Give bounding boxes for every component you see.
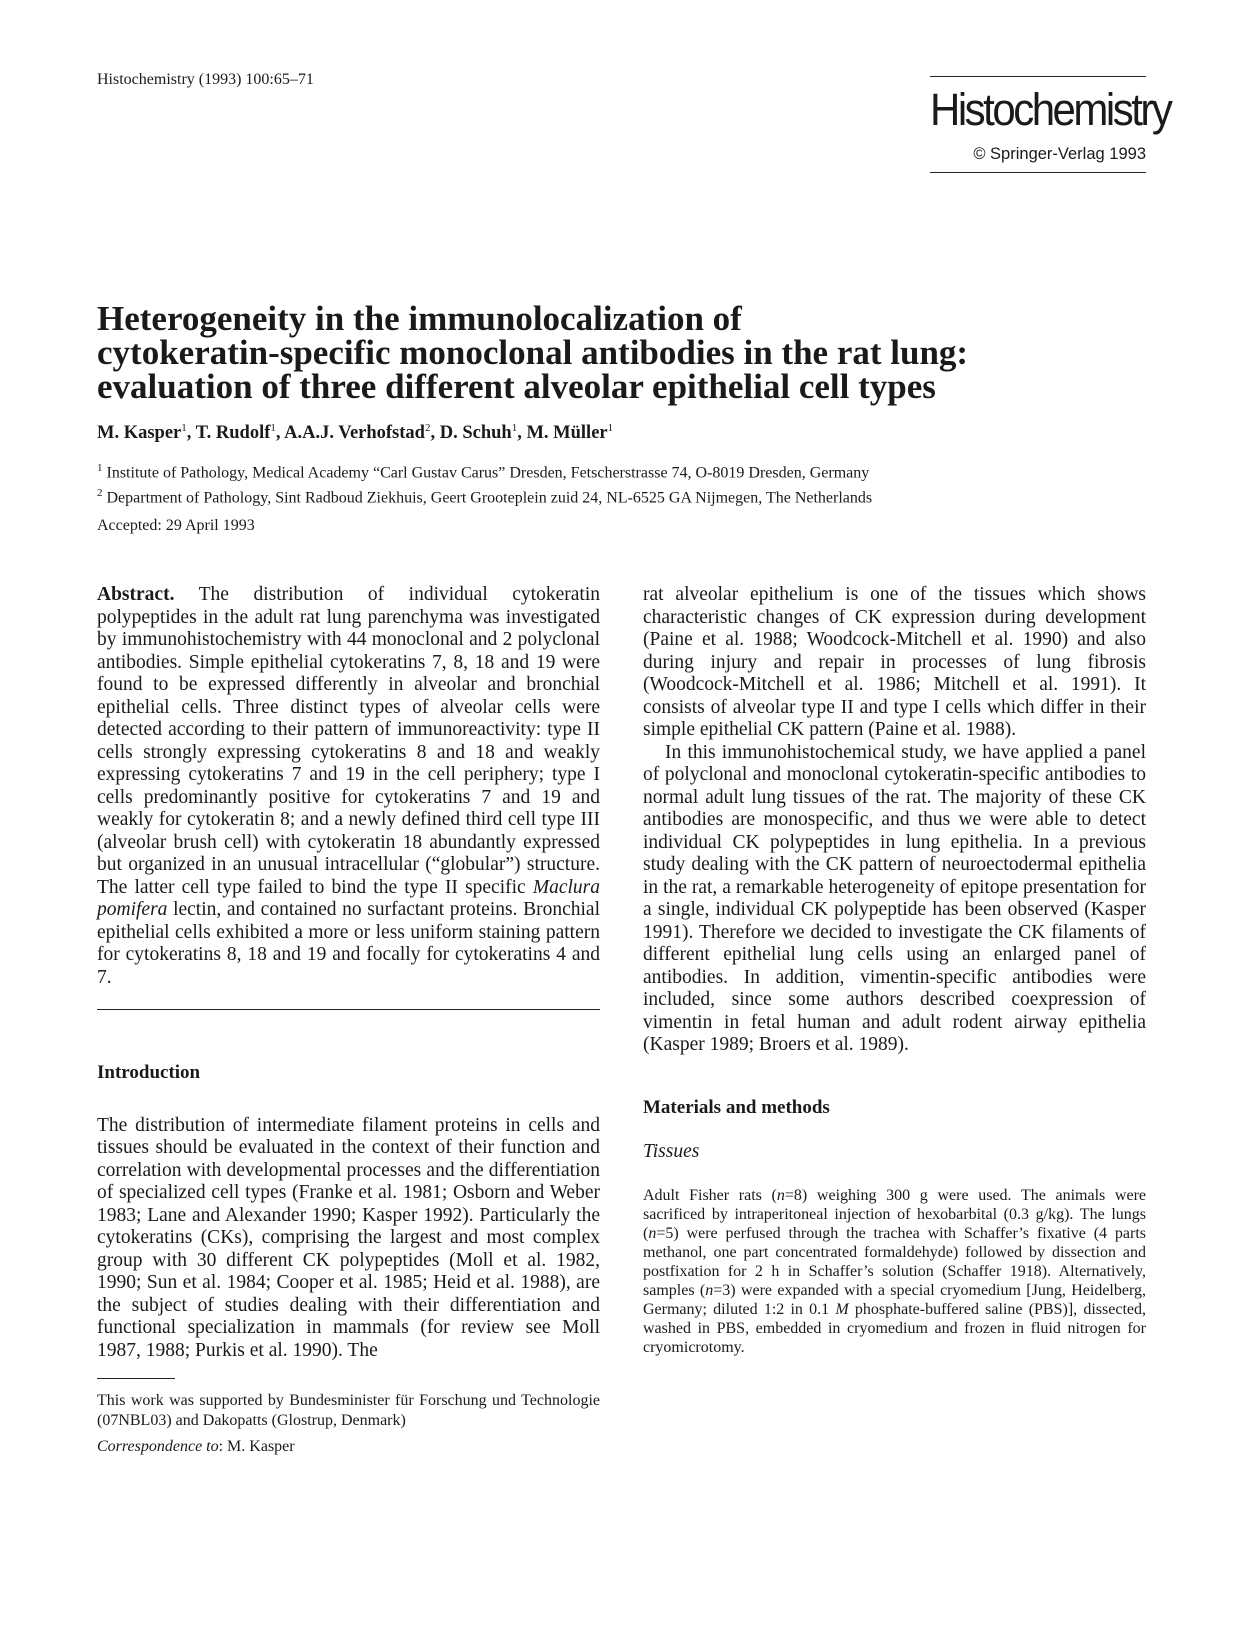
title-line: Heterogeneity in the immunolocalization of [97, 299, 742, 338]
tissues-text-part: =3) were expanded with a special cryomedium [Jung, Heidelberg, Germany; diluted 1:2 in 0.1 [643, 1281, 1147, 1318]
sample-size-symbol: n [776, 1186, 785, 1204]
journal-citation: Histochemistry (1993) 100:65–71 [97, 71, 314, 88]
author-name: T. Rudolf [195, 423, 271, 444]
molar-symbol: M [835, 1300, 849, 1318]
funding-footnote: This work was supported by Bundesminister für Forschung und Technologie (07NBL03) and Dakopatts (Glostrup, Denmark) [97, 1392, 600, 1429]
sample-size-symbol: n [648, 1224, 657, 1242]
tissues-text-part: phosphate-buffered saline (PBS)], dissected, washed in PBS, embedded in cryomedium and frozen in fluid nitrogen for cryomicrotomy. [643, 1300, 1146, 1356]
abstract [97, 584, 600, 989]
left-column [97, 584, 600, 1457]
copyright-notice: © Springer-Verlag 1993 [973, 145, 1146, 163]
affiliations [97, 458, 872, 509]
affiliation-mark: 2 [97, 487, 103, 500]
right-column [643, 584, 1146, 1357]
correspondence-label: Correspondence to [97, 1438, 219, 1455]
article-title [97, 299, 1157, 406]
affiliation-text: Institute of Pathology, Medical Academy “Carl Gustav Carus” Dresden, Fetscherstrasse 74, O-8019 Dresden, Germany [106, 464, 870, 482]
introduction-heading: Introduction [97, 1062, 201, 1083]
author-name: A.A.J. Verhofstad [284, 423, 425, 444]
abstract-divider [97, 1009, 600, 1010]
masthead-top-rule [930, 76, 1146, 77]
journal-name: Histochemistry [930, 83, 1171, 135]
introduction-text: The distribution of intermediate filament proteins in cells and tissues should be evaluated in the context of their function and correlation with developmental processes and the differentiation of specialized cell types (Franke et al. 1981; Osborn and Weber 1983; Lane and Alexander 1990; Kasper 1992). Particularly the cytokeratins (CKs), comprising the largest and most complex group with 30 different CK polypeptides (Moll et al. 1982, 1990; Sun et al. 1984; Cooper et al. 1985; Heid et al. 1988), are the subject of studies dealing with their differentiation and functional specialization in mammals (for review see Moll 1987, 1988; Purkis et al. 1990). The [97, 1114, 600, 1361]
methods-heading: Materials and methods [643, 1096, 830, 1118]
tissues-text [643, 1186, 1146, 1357]
abstract-text: The distribution of individual cytokeratin polypeptides in the adult rat lung parenchyma was investigated by immunohistochemistry with 44 monoclonal and 2 polyclonal antibodies. Simple epithelial cytokeratins 7, 8, 18 and 19 were found to be expressed differently in alveolar and bronchial epithelial cells. Three distinct types of alveolar cells were detected according to their pattern of immunoreactivity: type II cells strongly expressing cytokeratins 8 and 18 and weakly expressing cytokeratins 7 and 19 in the cell periphery; type I cells predominantly positive for cytokeratins 7 and 19 and weakly for cytokeratin 8; and a newly defined third cell type III (alveolar brush cell) with cytokeratin 18 abundantly expressed but organized in an unusual intracellular (“globular”) structure. The latter cell type failed to bind the type II specific [97, 584, 600, 898]
masthead-bottom-rule [930, 172, 1146, 173]
abstract-label: Abstract. [97, 584, 175, 605]
tissues-subheading: Tissues [643, 1141, 700, 1162]
author-affiliation-mark: 1 [511, 422, 518, 434]
affiliation [97, 458, 872, 483]
correspondence-name: : M. Kasper [218, 1438, 295, 1455]
author-name: M. Müller [526, 423, 608, 444]
author-affiliation-mark: 1 [181, 422, 187, 434]
intro-continued: rat alveolar epithelium is one of the tissues which shows characteristic changes of CK expression during development (Paine et al. 1988; Woodcock-Mitchell et al. 1990) and also during injury and repair in processes of lung fibrosis (Woodcock-Mitchell et al. 1986; Mitchell et al. 1991). It consists of alveolar type II and type I cells which differ in their simple epithelial CK pattern (Paine et al. 1988). [643, 584, 1146, 740]
author-affiliation-mark: 1 [270, 422, 276, 434]
correspondence-footnote [97, 1437, 600, 1457]
footnote-divider [97, 1378, 175, 1379]
affiliation-text: Department of Pathology, Sint Radboud Ziekhuis, Geert Grooteplein zuid 24, NL-6525 GA Nijmegen, The Netherlands [106, 489, 873, 507]
author-affiliation-mark: 1 [607, 422, 614, 434]
tissues-text-part: =5) were perfused through the trachea with Schaffer’s fixative (4 parts methanol, one part concentrated formaldehyde) followed by dissection and postfixation for 2 h in Schaffer’s solution (Schaffer 1918). Alternatively, samples ( [643, 1224, 1146, 1299]
title-line: evaluation of three different alveolar epithelial cell types [97, 367, 936, 406]
affiliation [97, 483, 872, 508]
title-line: cytokeratin-specific monoclonal antibodies in the rat lung: [97, 333, 969, 372]
accepted-date: Accepted: 29 April 1993 [97, 517, 255, 534]
author-affiliation-mark: 2 [424, 422, 431, 434]
author-name: M. Kasper [97, 423, 182, 444]
tissues-text-part: =8) weighing 300 g were used. The animals were sacrificed by intraperitoneal injection of hexobarbital (0.3 g/kg). The lungs ( [643, 1186, 1147, 1242]
lectin-name: Maclura pomifera [97, 876, 600, 920]
tissues-text-part: Adult Fisher rats ( [643, 1186, 777, 1204]
author-name: D. Schuh [439, 423, 512, 444]
abstract-text: lectin, and contained no surfactant proteins. Bronchial epithelial cells exhibited a more or less uniform staining pattern for cytokeratins 8, 18 and 19 and focally for cytokeratins 4 and 7. [97, 899, 600, 988]
journal-masthead [930, 76, 1171, 173]
sample-size-symbol: n [705, 1281, 714, 1299]
intro-paragraph: In this immunohistochemical study, we have applied a panel of polyclonal and monoclonal cytokeratin-specific antibodies to normal adult lung tissues of the rat. The majority of these CK antibodies are monospecific, and thus we were able to detect individual CK polypeptides in lung epithelia. In a previous study dealing with the CK pattern of neuroectodermal epithelia in the rat, a remarkable heterogeneity of epitope presentation for a single, individual CK polypeptide has been observed (Kasper 1991). Therefore we decided to investigate the CK filaments of different epithelial lung cells using an enlarged panel of antibodies. In addition, vimentin-specific antibodies were included, since some authors described coexpression of vimentin in fetal human and adult rodent airway epithelia (Kasper 1989; Broers et al. 1989). [643, 741, 1146, 1055]
affiliation-mark: 1 [97, 462, 103, 474]
author-list: M. Kasper$^1$, T. Rudolf$^1$, A.A.J. Verhofstad$^2$, D. Schuh$^1$, M. Müller$^1$ [97, 422, 614, 444]
